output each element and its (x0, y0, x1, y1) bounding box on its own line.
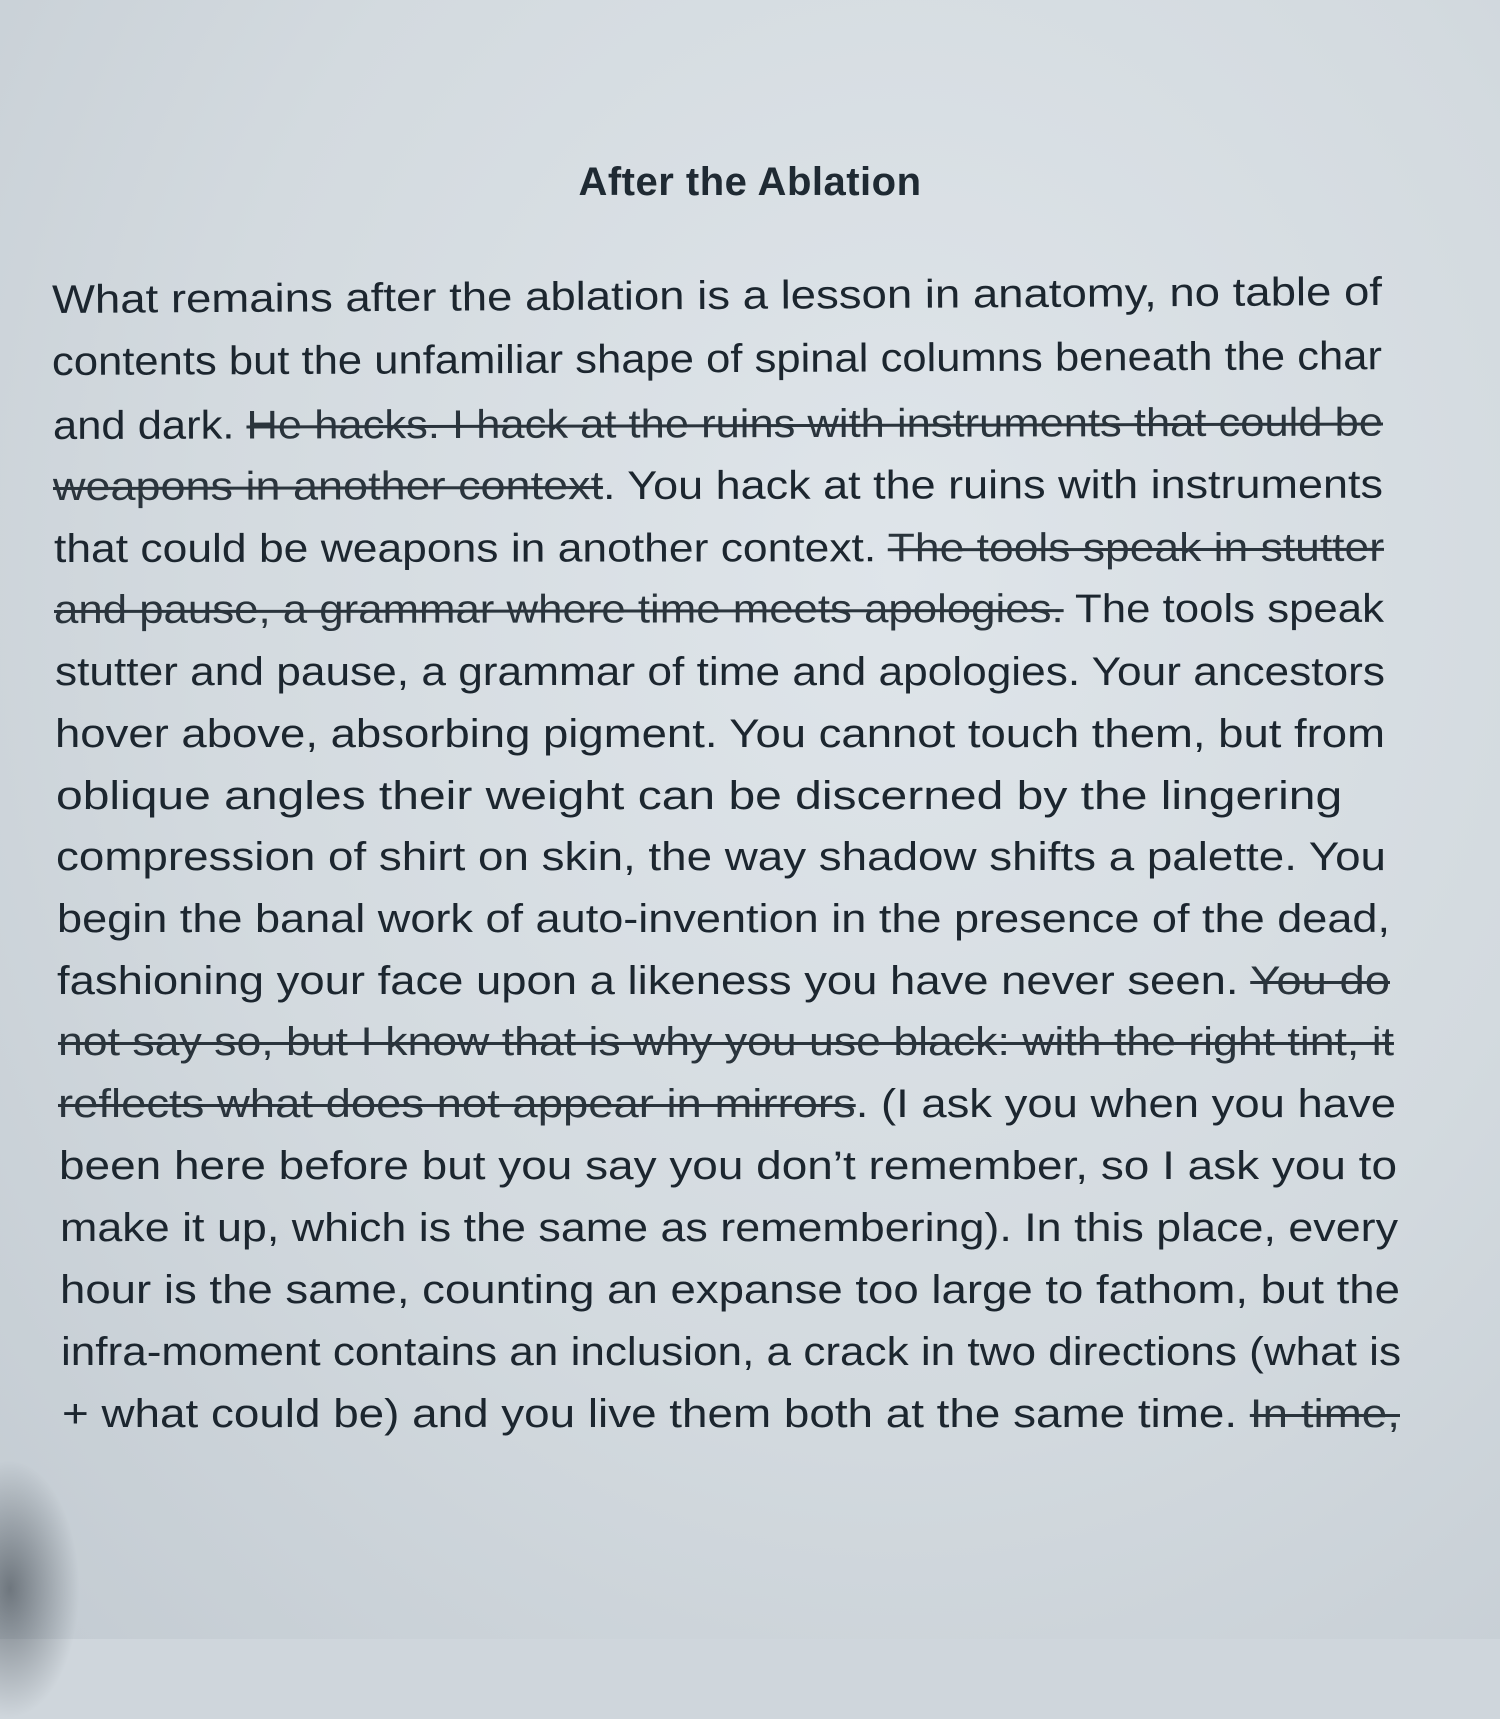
text-run: and dark. (52, 403, 247, 448)
text-line (58, 1080, 1396, 1128)
text-run: . You hack at the ruins with instruments (602, 462, 1384, 509)
text-line (56, 833, 1386, 881)
text-run: fashioning your face upon a likeness you have never seen. (57, 959, 1251, 1003)
text-run: oblique angles their weight can be discerned by the lingering (56, 774, 1343, 818)
text-line (60, 1204, 1398, 1252)
struck-text: and pause, a grammar where time meets apologies. (53, 587, 1064, 632)
text-line (54, 524, 1384, 573)
text-run: What remains after the ablation is a lesson in anatomy, no table of (51, 269, 1383, 322)
text-run: contents but the unfamiliar shape of spinal columns beneath the char (51, 334, 1383, 384)
struck-text: In time, (1249, 1392, 1400, 1436)
text-line (55, 710, 1385, 758)
text-line (53, 461, 1383, 511)
text-run: been here before but you say you don’t remember, so I ask you to (59, 1144, 1397, 1188)
struck-text: You do (1250, 959, 1390, 1003)
text-line (62, 1390, 1400, 1438)
text-run: that could be weapons in another context. (53, 526, 888, 571)
text-run: compression of shirt on skin, the way shadow shifts a palette. You (56, 835, 1386, 879)
struck-text: The tools speak in stutter (887, 525, 1385, 571)
struck-text: weapons in another context (52, 464, 604, 509)
text-line (57, 895, 1390, 943)
text-line (60, 1266, 1400, 1314)
text-run: infra-moment contains an inclusion, a crack in two directions (what is (61, 1330, 1401, 1374)
text-run: begin the banal work of auto-invention in the presence of the dead, (57, 897, 1390, 941)
text-line (55, 648, 1385, 696)
text-run: . (I ask you when you have (855, 1082, 1396, 1126)
text-run: + what could be) and you live them both at the same time. (62, 1392, 1250, 1436)
struck-text: not say so, but I know that is why you use black: with the right tint, it (58, 1020, 1394, 1064)
text-line (57, 957, 1390, 1005)
struck-text: reflects what does not appear in mirrors (58, 1082, 856, 1126)
text-run: The tools speak (1063, 586, 1385, 632)
text-line (56, 772, 1342, 820)
struck-text: He hacks. I hack at the ruins with instruments that could be (246, 400, 1384, 448)
text-run: stutter and pause, a grammar of time and apologies. Your ancestors (55, 650, 1385, 694)
text-line (61, 1328, 1401, 1376)
text-run: hour is the same, counting an expanse too large to fathom, but the (60, 1268, 1400, 1312)
text-line (52, 332, 1382, 386)
text-run: hover above, absorbing pigment. You cannot touch them, but from (55, 712, 1386, 756)
text-run: make it up, which is the same as remembering). In this place, every (60, 1206, 1398, 1250)
text-line (52, 268, 1382, 324)
text-line (54, 585, 1384, 634)
text-line (53, 399, 1383, 450)
text-line (59, 1142, 1397, 1190)
text-line (58, 1018, 1394, 1066)
page-title: After the Ablation (578, 160, 922, 204)
